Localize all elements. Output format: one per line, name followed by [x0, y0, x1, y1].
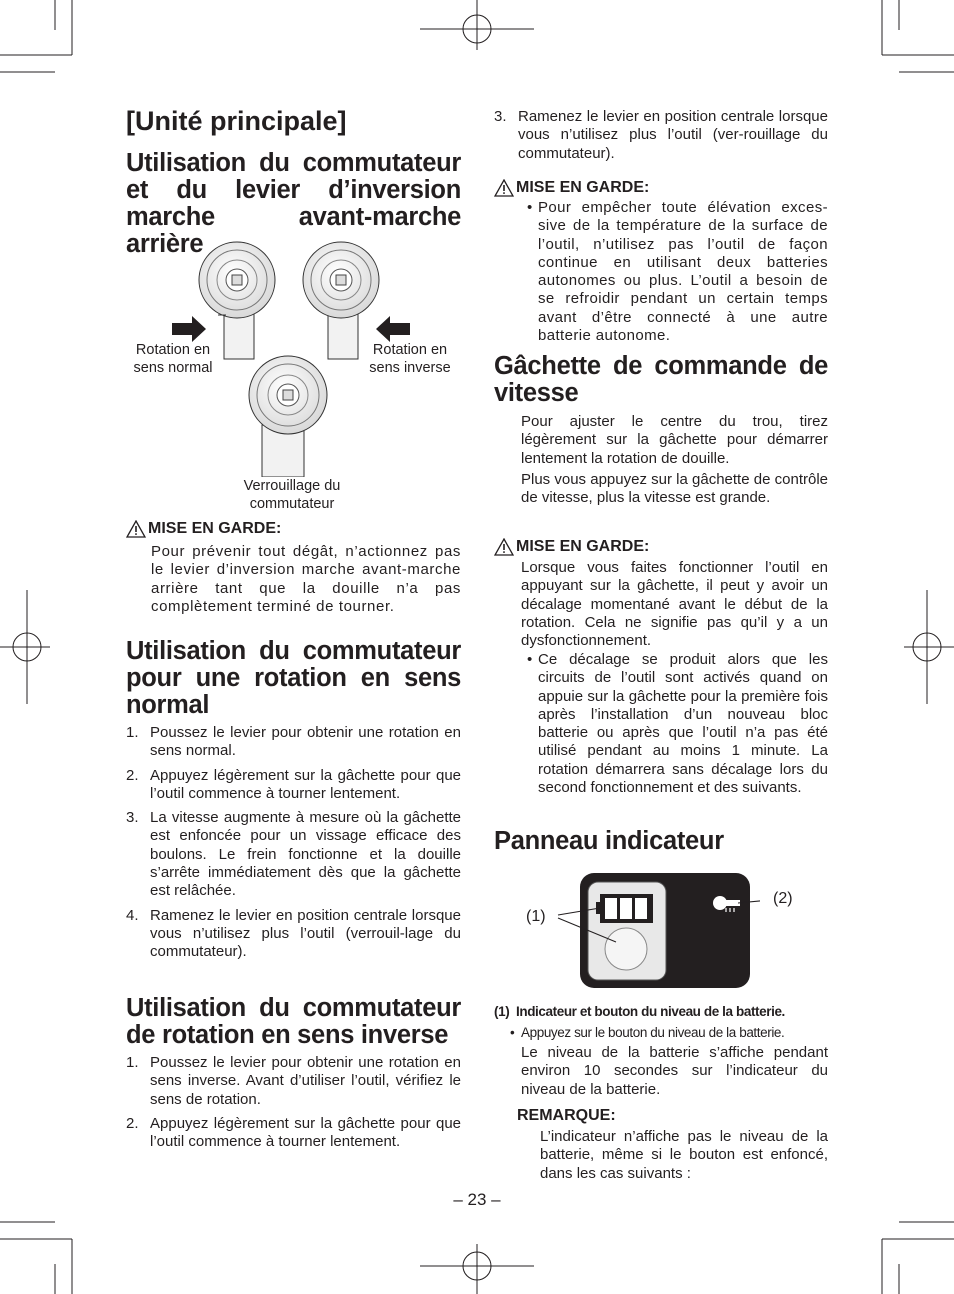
speed-trigger-text-2: Plus vous appuyez sur la gâchette de contrôle de vitesse, plus la vitesse est grande.: [521, 471, 828, 507]
caution-heading-2: MISE EN GARDE:: [494, 179, 649, 197]
caution-heading-1: MISE EN GARDE:: [126, 520, 281, 538]
list-item: 1. Poussez le levier pour obtenir une rotation en sens inverse. Avant d’utiliser l’outil, vérifiez le sens de rotation.: [126, 1054, 461, 1108]
label-rotation-reverse: Rotation en sens inverse: [369, 342, 451, 376]
list-item: 2. Appuyez légèrement sur la gâchette pour que l’outil commence à tourner lentement.: [126, 766, 461, 802]
caution-bullet-2: • Pour empêcher toute élévation exces-sive de la température de la surface de l’outil, n’utilisez pas l’outil de façon continue en utilisant deux batteries autonomes ou plus. L’outil a besoin de se refroidir pendant un certain temps avant d’être connecté à une autre batterie autonome.: [527, 199, 828, 345]
note-heading: REMARQUE:: [517, 1107, 616, 1124]
list-item: 3. La vitesse augmente à mesure où la gâchette est enfoncée pour un vissage efficace des boulons. Le frein fonctionne et la douille s’arrête immédiatement dès que la gâchette est relâchée.: [126, 809, 461, 900]
item1-heading: (1) Indicateur et bouton du niveau de la batterie.: [494, 1004, 785, 1019]
panel-callout-2: (2): [773, 890, 793, 907]
panel-callout-1: (1): [526, 908, 546, 925]
caution-heading-3: MISE EN GARDE:: [494, 538, 649, 556]
caution-text-1: Pour prévenir tout dégât, n’actionnez pas le levier d’inversion marche avant-marche arrière tant que la douille n’a pas complètement terminé de tourner.: [151, 543, 461, 615]
section-title-normal-rotation: Utilisation du commutateur pour une rotation en sens normal: [126, 637, 461, 719]
battery-button-icon: [605, 928, 647, 970]
warning-icon: [494, 538, 514, 556]
tool-lock-icon: [249, 356, 327, 477]
label-switch-lock: Verrouillage du commutateur: [243, 478, 341, 512]
warning-icon: [494, 179, 514, 197]
speed-trigger-text-1: Pour ajuster le centre du trou, tirez légèrement sur la gâchette pour démarrer lentement la rotation de douille.: [521, 413, 828, 467]
label-rotation-normal: Rotation en sens normal: [133, 342, 213, 376]
arrow-left-icon: [376, 316, 410, 342]
note-text: L’indicateur n’affiche pas le niveau de la batterie, même si le bouton est enfoncé, dans les cas suivants :: [540, 1128, 828, 1182]
caution-text-3: Lorsque vous faites fonctionner l’outil en appuyant sur la gâchette, il peut y avoir un décalage momentané avant le début de la rotation. Cela ne signifie pas qu’il y a un dysfonctionnement.: [521, 559, 828, 650]
section-title-reverse-rotation: Utilisation du commutateur de rotation en sens inverse: [126, 994, 461, 1049]
arrow-right-icon: [172, 316, 206, 342]
page-number: – 23 –: [453, 1190, 501, 1209]
indicator-panel-figure: [520, 870, 760, 992]
warning-icon: [126, 520, 146, 538]
section-title-indicator-panel: Panneau indicateur: [494, 827, 724, 855]
item1-bullet: • Appuyez sur le bouton du niveau de la batterie.: [510, 1025, 785, 1040]
list-item: 1. Poussez le levier pour obtenir une rotation en sens normal.: [126, 724, 461, 760]
normal-rotation-steps: [126, 724, 461, 968]
reverse-rotation-steps: [126, 1054, 461, 1157]
caution-bullet-3: • Ce décalage se produit alors que les circuits de l’outil sont activés quand on appuie sur la gâchette pour la première fois après l’installation d’un nouveau bloc batterie ou après que l’outil n’a pas été utilisé pendant au moins 1 minute. La rotation démarrera sans décalage lors du second fonctionnement et des suivants.: [527, 651, 828, 797]
list-item: 4. Ramenez le levier en position centrale lorsque vous n’utilisez plus l’outil (verrouil-lage du commutateur).: [126, 906, 461, 961]
list-item: 2. Appuyez légèrement sur la gâchette pour que l’outil commence à tourner lentement.: [126, 1114, 461, 1151]
item1-text: Le niveau de la batterie s’affiche pendant environ 10 secondes sur l’indicateur du niveau de la batterie.: [521, 1044, 828, 1098]
step-3-reverse: 3. Ramenez le levier en position centrale lorsque vous n’utilisez plus l’outil (ver-rouillage du commutateur).: [494, 108, 828, 162]
page-title: [Unité principale]: [126, 106, 347, 136]
section-title-reverse-lever: Utilisation du commutateur et du levier d’inversion marche avant-marche arrière: [126, 149, 461, 258]
section-title-speed-trigger: Gâchette de commande de vitesse: [494, 352, 828, 407]
